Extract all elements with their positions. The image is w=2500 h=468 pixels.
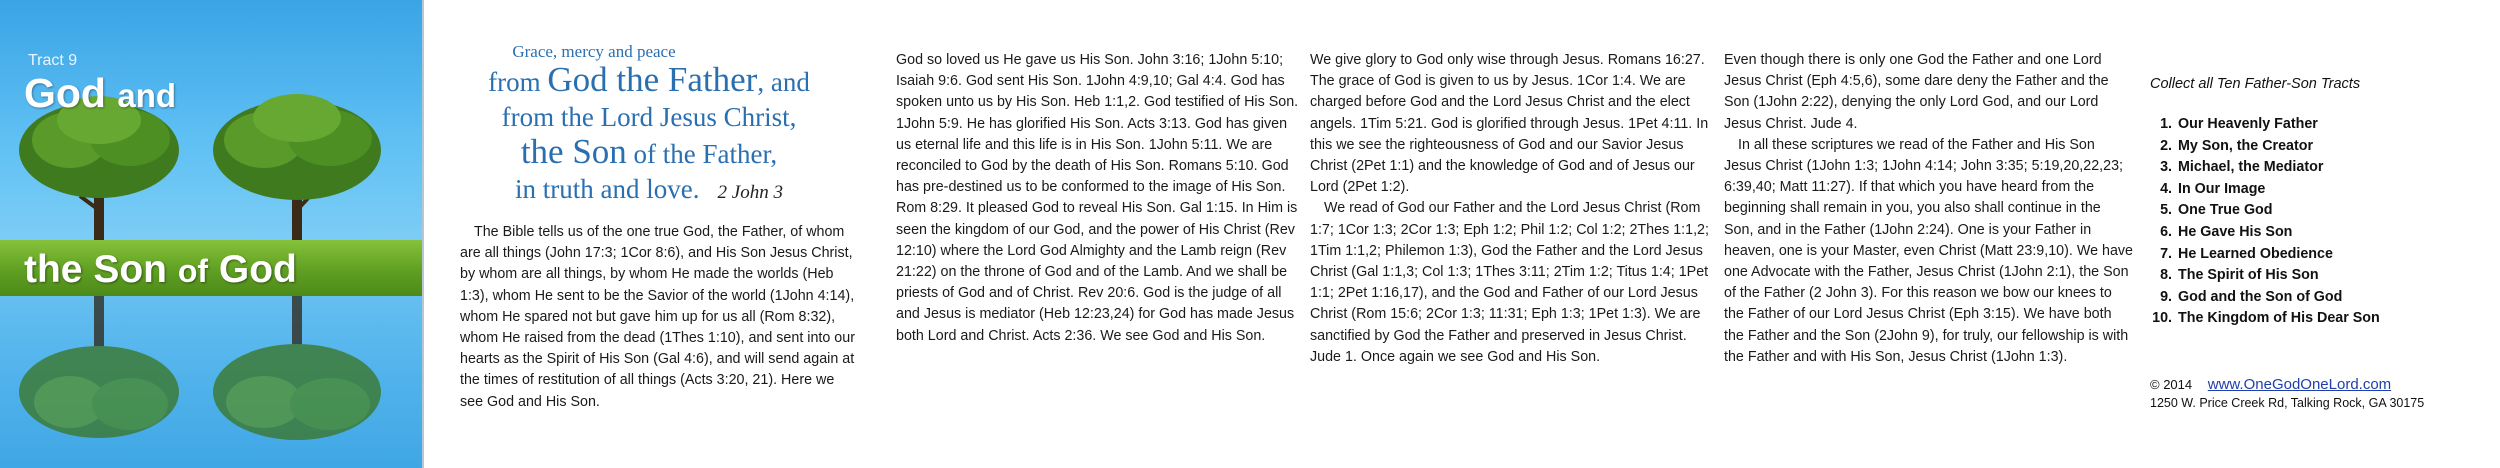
list-item: 6. He Gave His Son: [2176, 222, 2380, 244]
address: 1250 W. Price Creek Rd, Talking Rock, GA 30175: [2150, 396, 2425, 410]
greeting-line4-text: in truth and love.: [515, 174, 700, 204]
list-item: 8. The Spirit of His Son: [2176, 265, 2380, 287]
cover-title-god-2: God: [218, 248, 297, 291]
greeting-line3: [444, 134, 854, 172]
greeting-line3-big: the Son: [520, 132, 627, 171]
list-item: 5. One True God: [2176, 200, 2380, 222]
list-item: 1. Our Heavenly Father: [2176, 114, 2380, 136]
list-item: 10. The Kingdom of His Dear Son: [2176, 308, 2380, 330]
list-item: 2. My Son, the Creator: [2176, 136, 2380, 158]
right-tree-icon: [213, 94, 381, 242]
cover-title-the-son: the Son: [24, 248, 167, 291]
greeting-line1-pre: from: [488, 67, 541, 97]
column4-paragraph-1: Even though there is only one God the Father and one Lord Jesus Christ (Eph 4:5,6), some dare deny the Father and the Son (1John 2:22), denying the only Lord God, and our Lord Jesus Christ. Jude 4.: [1724, 52, 2109, 132]
greeting-block: [444, 42, 854, 210]
website-link[interactable]: www.OneGodOneLord.com: [2207, 376, 2392, 393]
column-tract-list: [2150, 0, 2490, 468]
cover-title-god: God: [24, 70, 106, 116]
greeting-line1-post: , and: [757, 67, 810, 97]
list-item: 3. Michael, the Mediator: [2176, 157, 2380, 179]
column2-body: [896, 50, 1306, 347]
cover-title-and: and: [117, 77, 177, 114]
column1-paragraph: The Bible tells us of the one true God, the Father, of whom are all things (John 17:3; 1Cor 8:6), and His Son Jesus Christ, by whom are all things, by whom He made the worlds (Heb 1:3), whom He sent to be the Savior of the world (1John 4:14), whom He spared not but gave him up for us all (Rom 8:32), whom He raised from the dead (1Thes 1:10), and sent into our hearts as the Spirit of His Son (Gal 4:6), and will send again at the times of restitution of all things (Acts 3:20, 21). Here we see God and His Son.: [460, 224, 855, 410]
greeting-line1-big: God the Father: [547, 60, 758, 99]
cover-panel: [0, 0, 424, 468]
tract-list-heading: Collect all Ten Father-Son Tracts: [2150, 76, 2361, 92]
column2-paragraph: God so loved us He gave us His Son. John 3:16; 1John 5:10; Isaiah 9:6. God sent His Son. 1John 4:9,10; Gal 4:4. God has spoken unto us by His Son. Heb 1:1,2. God testified of His Son. 1John 5:9. He has glorified His Son. Acts 3:13. God has given us eternal life and this life is in His Son. 1John 5:11. We are reconciled to God by the death of His Son. Romans 5:10. God has pre-destined us to be conformed to the image of His Son. Rom 8:29. It pleased God to reveal His Son. Gal 1:15. In Him is seen the kingdom of our God, and the power of His Christ (Rev 12:10) where the Lord God Almighty and the Lamb reign (Rev 21:22) on the throne of God and of the Lamb. And we shall be priests of God and of Christ. Rev 20:6. God is the judge of all and Jesus is mediator (Heb 12:23,24) for God has made Jesus both Lord and Christ. Acts 2:36. We see God and His Son.: [896, 52, 1299, 344]
list-item: 7. He Learned Obedience: [2176, 244, 2380, 266]
cover-title-top: [24, 70, 176, 117]
greeting-line3-post: of the Father,: [633, 139, 778, 169]
greeting-line4: [444, 172, 854, 210]
greeting-reference: 2 John 3: [717, 182, 783, 203]
tract-list: [2150, 114, 2380, 330]
greeting-small: Grace, mercy and peace: [512, 42, 676, 61]
left-tree-icon: [19, 96, 179, 242]
copyright: © 2014: [2150, 377, 2193, 392]
footer: [2150, 376, 2424, 412]
column3-paragraph-1: We give glory to God only wise through Jesus. Romans 16:27. The grace of God is given to us by Jesus. 1Cor 1:4. We are charged before God and the Lord Jesus Christ and the elect angels. 1Tim 5:21. God is glorified through Jesus. 1Pet 4:11. In this we see the righteousness of God and our Savior Jesus Christ (2Pet 1:1) and the knowledge of God and of Jesus our Lord (2Pet 1:2).: [1310, 52, 1709, 196]
list-item: 4. In Our Image: [2176, 179, 2380, 201]
column-3: [1310, 0, 1724, 468]
tract-number: Tract 9: [28, 52, 78, 69]
list-item: 9. God and the Son of God: [2176, 287, 2380, 309]
cover-title-of: of: [177, 253, 209, 289]
greeting-line2: from the Lord Jesus Christ,: [501, 102, 797, 132]
column4-body: [1724, 50, 2134, 368]
column4-paragraph-2: In all these scriptures we read of the Father and His Son Jesus Christ (1John 1:3; 1John 4:14; John 3:35; 5:19,20,22,23; 6:39,40; Matt 11:27). If that which you have heard from the beginning shall remain in you, you also shall continue in the Son, and in the Father (1John 2:24). One is your Father in heaven, one is your Master, even Christ (Matt 23:9,10). We have one Advocate with the Father, Jesus Christ (1John 2:1), the Son of the Father (2 John 3). For this reason we bow our knees to the Father of our Lord Jesus Christ (Eph 3:15). We have both the Father and the Son (2John 9), for truly, our fellowship is with the Father and with His Son, Jesus Christ (1John 1:3).: [1724, 136, 2133, 365]
column-2: [896, 0, 1310, 468]
column1-body: [460, 222, 860, 413]
greeting-line1: [444, 62, 854, 100]
footer-line-1: [2150, 376, 2424, 394]
column3-paragraph-2: We read of God our Father and the Lord Jesus Christ (Rom 1:7; 1Cor 1:3; 2Cor 1:3; Eph 1:2; Phil 1:2; Col 1:2; 2Thes 1:1,2; 1Tim 1:1,2; Philemon 1:3), God the Father and the Lord Jesus Christ (Gal 1:1,3; Col 1:3; 1Thes 3:11; 2Tim 1:2; Titus 1:4; 1Pet 1:1; 2Pet 1:16,17), and the God and Father of our Lord Jesus Christ (Rom 15:6; 2Cor 1:3; 11:31; Eph 1:3; 1Pet 1:3). We are sanctified by God the Father and preserved in Jesus Christ. Jude 1. Once again we see God and His Son.: [1310, 200, 1709, 365]
column-4: [1724, 0, 2138, 468]
column3-body: [1310, 50, 1720, 368]
column-greeting: [444, 0, 854, 468]
cover-title-bottom: [24, 248, 297, 292]
